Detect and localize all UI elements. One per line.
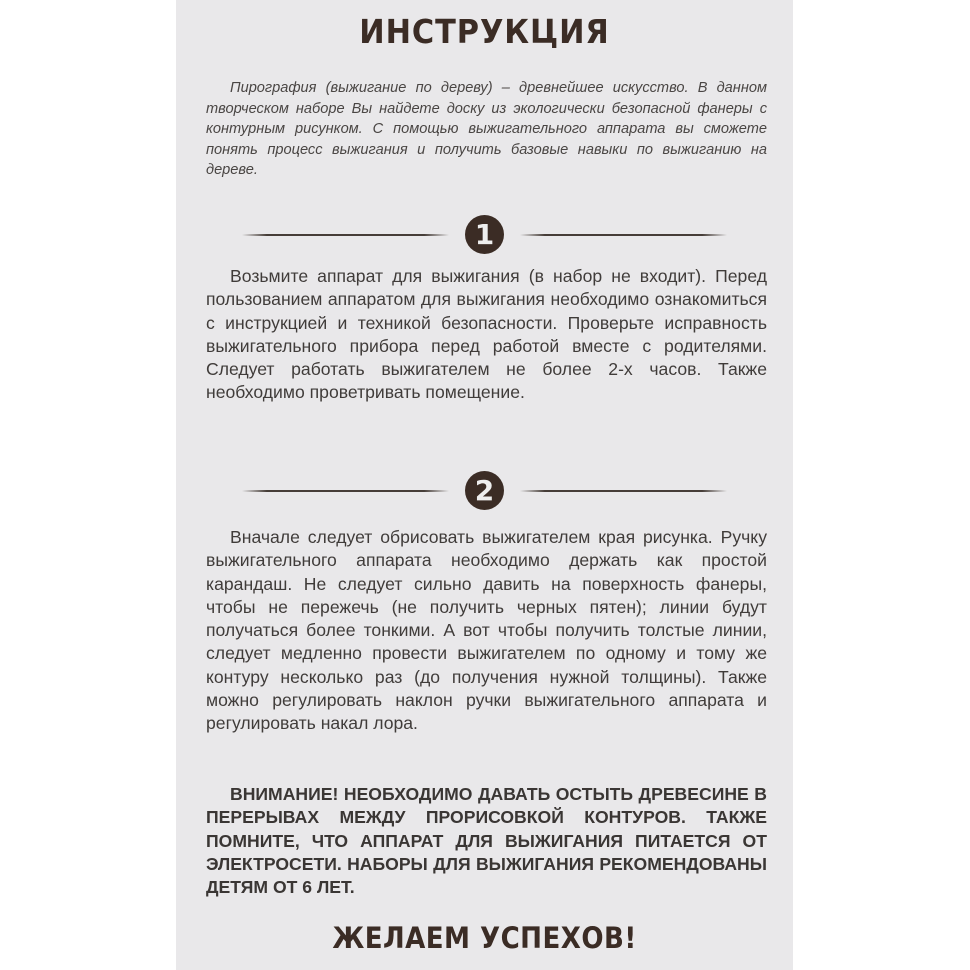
- divider-line-left: [242, 234, 449, 236]
- instruction-sheet: [176, 0, 793, 970]
- step-1-divider: [236, 215, 733, 255]
- page-title: ИНСТРУКЦИЯ: [359, 12, 610, 51]
- warning-notice: ВНИМАНИЕ! НЕОБХОДИМО ДАВАТЬ ОСТЫТЬ ДРЕВЕСИНЕ В ПЕРЕРЫВАХ МЕЖДУ ПРОРИСОВКОЙ КОНТУРОВ. ТАКЖЕ ПОМНИТЕ, ЧТО АППАРАТ ДЛЯ ВЫЖИГАНИЯ ПИТАЕТСЯ ОТ ЭЛЕКТРОСЕТИ. НАБОРЫ ДЛЯ ВЫЖИГАНИЯ РЕКОМЕНДОВАНЫ ДЕТЯМ ОТ 6 ЛЕТ.: [206, 784, 767, 898]
- step-number-badge-1: 1: [465, 215, 504, 254]
- divider-line-right: [520, 234, 727, 236]
- step-1-text: Возьмите аппарат для выжигания (в набор не входит). Перед пользованием аппаратом для выжигания необходимо ознакомиться с инструкцией и техникой безопасности. Проверьте исправность выжигательного прибора перед работой вместе с родителями. Следует работать выжигателем не более 2-х часов. Также необходимо проветривать помещение.: [206, 266, 767, 403]
- intro-paragraph: Пирография (выжигание по дереву) – древнейшее искусство. В данном творческом наборе Вы найдете доску из экологически безопасной фанеры с контурным рисунком. С помощью выжигательного аппарата вы сможете понять процесс выжигания и получить базовые навыки по выжиганию на дереве.: [206, 80, 767, 178]
- step-2-divider: [236, 471, 733, 511]
- closing-message: ЖЕЛАЕМ УСПЕХОВ!: [332, 921, 637, 955]
- step-2-text: Вначале следует обрисовать выжигателем края рисунка. Ручку выжигательного аппарата необходимо держать как простой карандаш. Не следует сильно давить на поверхность фанеры, чтобы не пережечь (не получить черных пятен); линии будут получаться более тонкими. А вот чтобы получить толстые линии, следует медленно провести выжигателем по одному и тому же контуру несколько раз (до получения нужной толщины). Также можно регулировать наклон ручки выжигательного аппарата и регулировать накал лора.: [206, 527, 767, 734]
- divider-line-right: [520, 490, 727, 492]
- step-number-badge-2: 2: [465, 471, 504, 510]
- divider-line-left: [242, 490, 449, 492]
